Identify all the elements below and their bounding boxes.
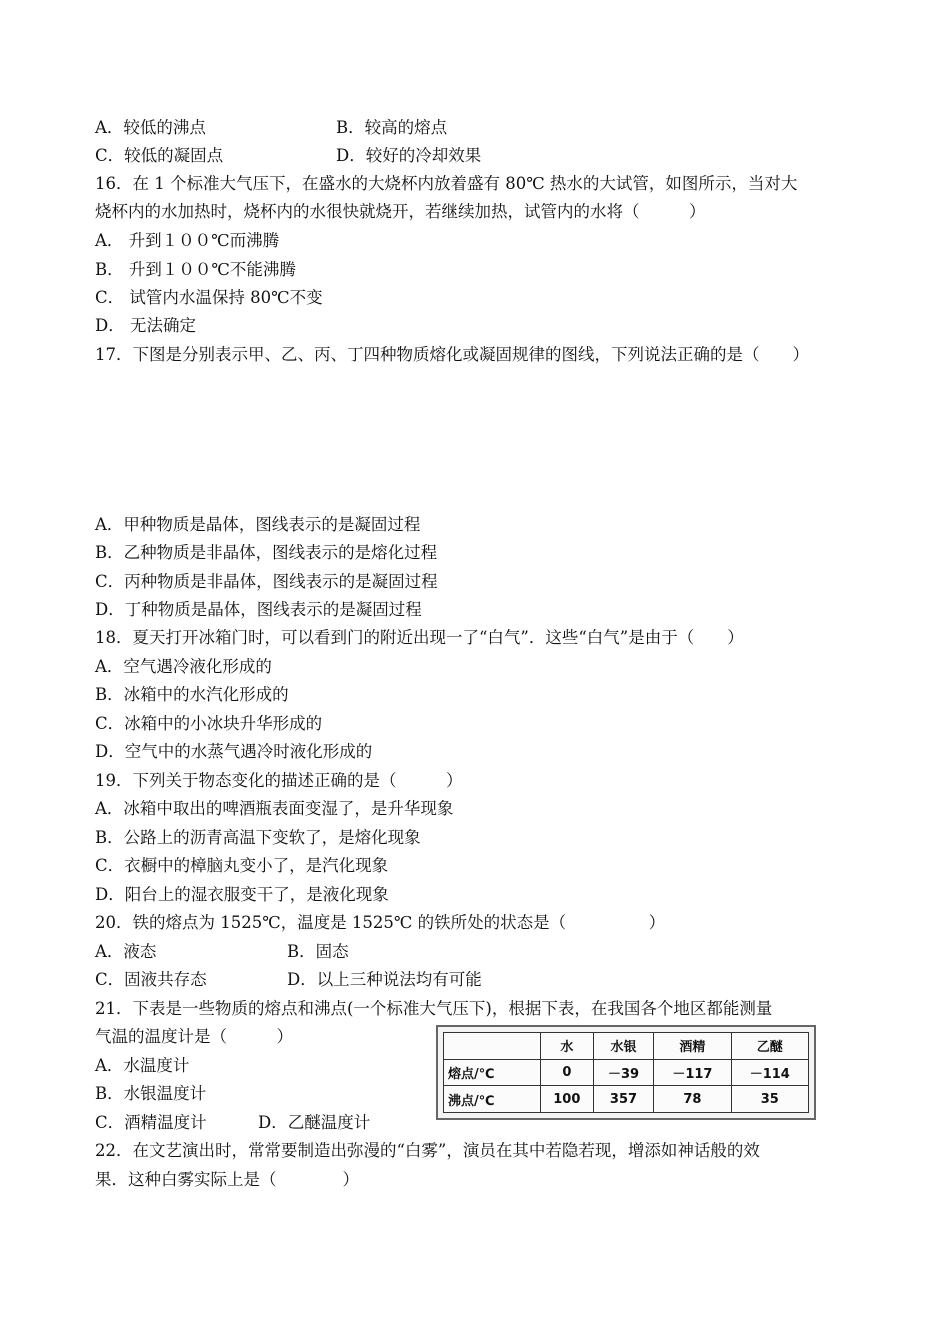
table-header-cell bbox=[444, 1033, 541, 1060]
table-header-cell: 水 bbox=[540, 1033, 593, 1060]
q20-option-a: A．液态 bbox=[95, 942, 157, 961]
table-cell: －39 bbox=[593, 1059, 653, 1086]
table-row-label: 熔点/℃ bbox=[444, 1059, 541, 1086]
table-row bbox=[444, 1086, 809, 1113]
q20-option-b: B．固态 bbox=[287, 942, 349, 961]
q16-stem-line-2: 烧杯内的水加热时，烧杯内的水很快就烧开，若继续加热，试管内的水将（ ） bbox=[95, 202, 706, 221]
q22-stem-line-2: 果．这种白雾实际上是（ ） bbox=[95, 1170, 359, 1189]
q17-option-b: B．乙种物质是非晶体，图线表示的是熔化过程 bbox=[95, 543, 438, 562]
q15-option-b: B．较高的熔点 bbox=[336, 118, 448, 137]
table-header-row bbox=[444, 1033, 809, 1060]
q21-option-a: A．水温度计 bbox=[95, 1056, 190, 1075]
table-cell: 78 bbox=[654, 1086, 731, 1113]
table-cell: －117 bbox=[654, 1059, 731, 1086]
q20-stem: 20．铁的熔点为 1525℃，温度是 1525℃ 的铁所处的状态是（ ） bbox=[95, 913, 666, 932]
q16-option-c: C． 试管内水温保持 80℃不变 bbox=[95, 288, 323, 307]
q18-option-a: A．空气遇冷液化形成的 bbox=[95, 657, 272, 676]
q19-option-d: D．阳台上的湿衣服变干了，是液化现象 bbox=[95, 885, 389, 904]
q18-option-c: C．冰箱中的小冰块升华形成的 bbox=[95, 714, 323, 733]
q19-option-c: C．衣橱中的樟脑丸变小了，是汽化现象 bbox=[95, 856, 389, 875]
table-cell: －114 bbox=[731, 1059, 808, 1086]
table-cell: 0 bbox=[540, 1059, 593, 1086]
q19-stem: 19．下列关于物态变化的描述正确的是（ ） bbox=[95, 771, 463, 790]
table-cell: 100 bbox=[540, 1086, 593, 1113]
q21-option-b: B．水银温度计 bbox=[95, 1084, 207, 1103]
q21-option-c: C．酒精温度计 bbox=[95, 1113, 207, 1132]
q19-option-a: A．冰箱中取出的啤酒瓶表面变湿了，是升华现象 bbox=[95, 799, 454, 818]
table-row-label: 沸点/℃ bbox=[444, 1086, 541, 1113]
q16-option-b: B． 升到１００℃不能沸腾 bbox=[95, 260, 296, 279]
q16-stem-line-1: 16．在 1 个标准大气压下，在盛水的大烧杯内放着盛有 80℃ 热水的大试管，如图所示，当对大 bbox=[95, 174, 798, 193]
table-cell: 35 bbox=[731, 1086, 808, 1113]
q15-option-d: D．较好的冷却效果 bbox=[336, 146, 482, 165]
table-cell: 357 bbox=[593, 1086, 653, 1113]
q17-option-a: A．甲种物质是晶体，图线表示的是凝固过程 bbox=[95, 515, 421, 534]
q15-option-a: A．较低的沸点 bbox=[95, 118, 206, 137]
q17-option-c: C．丙种物质是非晶体，图线表示的是凝固过程 bbox=[95, 572, 438, 591]
q18-option-d: D．空气中的水蒸气遇冷时液化形成的 bbox=[95, 742, 373, 761]
q21-stem-line-1: 21．下表是一些物质的熔点和沸点(一个标准大气压下)，根据下表，在我国各个地区都能测量 bbox=[95, 999, 773, 1018]
q17-option-d: D．丁种物质是晶体，图线表示的是凝固过程 bbox=[95, 600, 422, 619]
melting-boiling-point-table bbox=[436, 1025, 816, 1120]
q22-stem-line-1: 22．在文艺演出时，常常要制造出弥漫的“白雾”，演员在其中若隐若现，增添如神话般的效 bbox=[95, 1141, 760, 1160]
q16-option-d: D． 无法确定 bbox=[95, 316, 196, 335]
q18-stem: 18．夏天打开冰箱门时，可以看到门的附近出现一了“白气”．这些“白气”是由于（ ） bbox=[95, 628, 744, 647]
q21-stem-line-2: 气温的温度计是（ ） bbox=[95, 1027, 293, 1046]
table-row bbox=[444, 1059, 809, 1086]
melting-boiling-table bbox=[443, 1032, 809, 1113]
q16-option-a: A． 升到１００℃而沸腾 bbox=[95, 231, 280, 250]
table-header-cell: 水银 bbox=[593, 1033, 653, 1060]
q19-option-b: B．公路上的沥青高温下变软了，是熔化现象 bbox=[95, 828, 421, 847]
q17-stem: 17．下图是分别表示甲、乙、丙、丁四种物质熔化或凝固规律的图线，下列说法正确的是（ ） bbox=[95, 345, 809, 364]
q18-option-b: B．冰箱中的水汽化形成的 bbox=[95, 685, 289, 704]
q15-option-c: C．较低的凝固点 bbox=[95, 146, 224, 165]
q20-option-d: D．以上三种说法均有可能 bbox=[287, 970, 482, 989]
table-header-cell: 酒精 bbox=[654, 1033, 731, 1060]
q21-option-d: D．乙醚温度计 bbox=[258, 1113, 371, 1132]
table-header-cell: 乙醚 bbox=[731, 1033, 808, 1060]
q20-option-c: C．固液共存态 bbox=[95, 970, 207, 989]
